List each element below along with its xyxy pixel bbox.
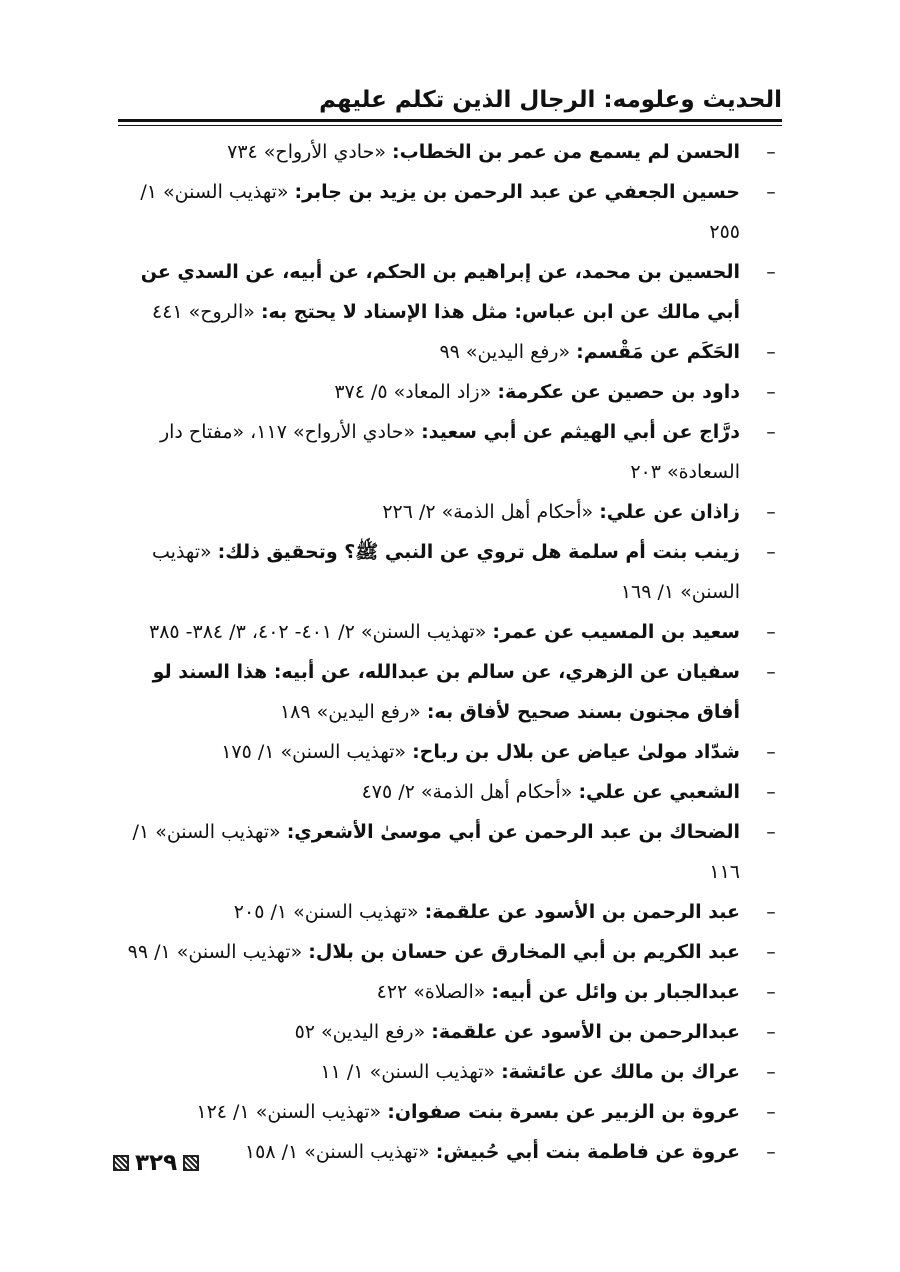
source-reference: «تهذيب السنن» ١/ ٢٠٥	[233, 901, 425, 923]
narrator-chain: سعيد بن المسيب عن عمر:	[492, 621, 740, 643]
list-item	[112, 1132, 782, 1172]
list-dash: –	[766, 181, 776, 203]
list-item	[112, 772, 782, 812]
source-reference: «تهذيب السنن» ١/ ١٦٩	[152, 541, 740, 603]
ornament-icon	[183, 1155, 199, 1171]
source-reference: «أحكام أهل الذمة» ٢/ ٤٧٥	[361, 781, 579, 803]
page-footer	[113, 1150, 199, 1176]
narrator-chain: داود بن حصين عن عكرمة:	[497, 381, 740, 403]
narrator-chain: الحسن لم يسمع من عمر بن الخطاب:	[392, 141, 740, 163]
source-reference: «تهذيب السنن» ٢/ ٤٠١- ٤٠٢، ٣/ ٣٨٤- ٣٨٥	[148, 621, 493, 643]
narrator-chain: شدّاد مولىٰ عياض عن بلال بن رباح:	[412, 741, 740, 763]
list-item	[112, 892, 782, 932]
narrator-chain: عبد الرحمن بن الأسود عن علقمة:	[424, 901, 740, 923]
narrator-chain: الشعبي عن علي:	[578, 781, 740, 803]
source-reference: «حادي الأرواح» ١١٧، «مفتاح دار السعادة» ٢٠٣	[159, 421, 740, 483]
list-dash: –	[766, 821, 776, 843]
source-reference: «تهذيب السنن» ١/ ٩٩	[127, 941, 309, 963]
narrator-chain: عبدالجبار بن وائل عن أبيه:	[491, 981, 740, 1003]
list-item	[112, 412, 782, 492]
list-dash: –	[766, 1061, 776, 1083]
list-dash: –	[766, 781, 776, 803]
source-reference: «زاد المعاد» ٥/ ٣٧٤	[334, 381, 498, 403]
source-reference: «رفع اليدين» ١٨٩	[279, 701, 427, 723]
narrator-chain: زينب بنت أم سلمة هل تروي عن النبي ﷺ؟ وتحقيق ذلك:	[217, 541, 740, 563]
list-item	[112, 652, 782, 732]
list-dash: –	[766, 941, 776, 963]
narrator-chain: عروة عن فاطمة بنت أبي حُبيش:	[435, 1141, 740, 1163]
list-item	[112, 172, 782, 252]
source-reference: «رفع اليدين» ٥٢	[294, 1021, 432, 1043]
list-dash: –	[766, 901, 776, 923]
list-item	[112, 532, 782, 612]
narrator-chain: الحَكَم عن مَقْسم:	[576, 341, 740, 363]
list-item	[112, 972, 782, 1012]
narrator-chain: سفيان عن الزهري، عن سالم بن عبدالله، عن أبيه: هذا السند لو أفاق مجنون بسند صحيح لأفاق به:	[152, 661, 740, 723]
source-reference: «تهذيب السنن» ١/ ١٢٤	[196, 1101, 388, 1123]
list-item	[112, 812, 782, 892]
narrator-chain: الضحاك بن عبد الرحمن عن أبي موسىٰ الأشعري:	[286, 821, 740, 843]
list-item	[112, 372, 782, 412]
list-item	[112, 932, 782, 972]
narrator-chain: عبد الكريم بن أبي المخارق عن حسان بن بلال:	[308, 941, 740, 963]
list-dash: –	[766, 501, 776, 523]
list-item	[112, 1092, 782, 1132]
ornament-icon	[113, 1155, 129, 1171]
source-reference: «رفع اليدين» ٩٩	[439, 341, 577, 363]
source-reference: «تهذيب السنن» ١/ ١٧٥	[221, 741, 413, 763]
source-reference: «تهذيب السنن» ١/ ٢٥٥	[140, 181, 740, 243]
list-dash: –	[766, 1141, 776, 1163]
list-dash: –	[766, 1021, 776, 1043]
list-dash: –	[766, 661, 776, 683]
list-dash: –	[766, 341, 776, 363]
source-reference: «تهذيب السنن» ١/ ١١٦	[132, 821, 740, 883]
source-reference: «الروح» ٤٤١	[151, 301, 261, 323]
running-header: الحديث وعلومه: الرجال الذين تكلم عليهم	[319, 87, 782, 113]
narrator-chain: عروة بن الزبير عن بسرة بنت صفوان:	[387, 1101, 740, 1123]
narrator-chain: عبدالرحمن بن الأسود عن علقمة:	[431, 1021, 740, 1043]
list-item	[112, 332, 782, 372]
list-item	[112, 132, 782, 172]
narrator-chain: درَّاج عن أبي الهيثم عن أبي سعيد:	[421, 421, 740, 443]
narrator-list	[112, 132, 782, 1172]
list-dash: –	[766, 981, 776, 1003]
source-reference: «تهذيب السنن» ١/ ١١	[320, 1061, 502, 1083]
source-reference: «حادي الأرواح» ٧٣٤	[227, 141, 393, 163]
list-dash: –	[766, 261, 776, 283]
list-dash: –	[766, 141, 776, 163]
list-item	[112, 252, 782, 332]
narrator-chain: حسين الجعفي عن عبد الرحمن بن يزيد بن جابر:	[294, 181, 740, 203]
list-dash: –	[766, 541, 776, 563]
list-item	[112, 492, 782, 532]
source-reference: «تهذيب السنن» ١/ ١٥٨	[244, 1141, 436, 1163]
list-item	[112, 1012, 782, 1052]
list-dash: –	[766, 1101, 776, 1123]
list-dash: –	[766, 741, 776, 763]
page-number: ٣٢٩	[135, 1150, 178, 1176]
narrator-chain: زاذان عن علي:	[599, 501, 740, 523]
narrator-chain: الحسين بن محمد، عن إبراهيم بن الحكم، عن أبيه، عن السدي عن أبي مالك عن ابن عباس: مثل هذا الإسناد لا يحتج به:	[140, 261, 740, 323]
header-rule-thick	[118, 119, 782, 122]
list-dash: –	[766, 381, 776, 403]
list-item	[112, 732, 782, 772]
list-item	[112, 612, 782, 652]
source-reference: «الصلاة» ٤٢٢	[376, 981, 492, 1003]
list-dash: –	[766, 421, 776, 443]
header-rule-thin	[118, 125, 782, 126]
source-reference: «أحكام أهل الذمة» ٢/ ٢٢٦	[382, 501, 600, 523]
list-dash: –	[766, 621, 776, 643]
list-item	[112, 1052, 782, 1092]
narrator-chain: عراك بن مالك عن عائشة:	[501, 1061, 740, 1083]
